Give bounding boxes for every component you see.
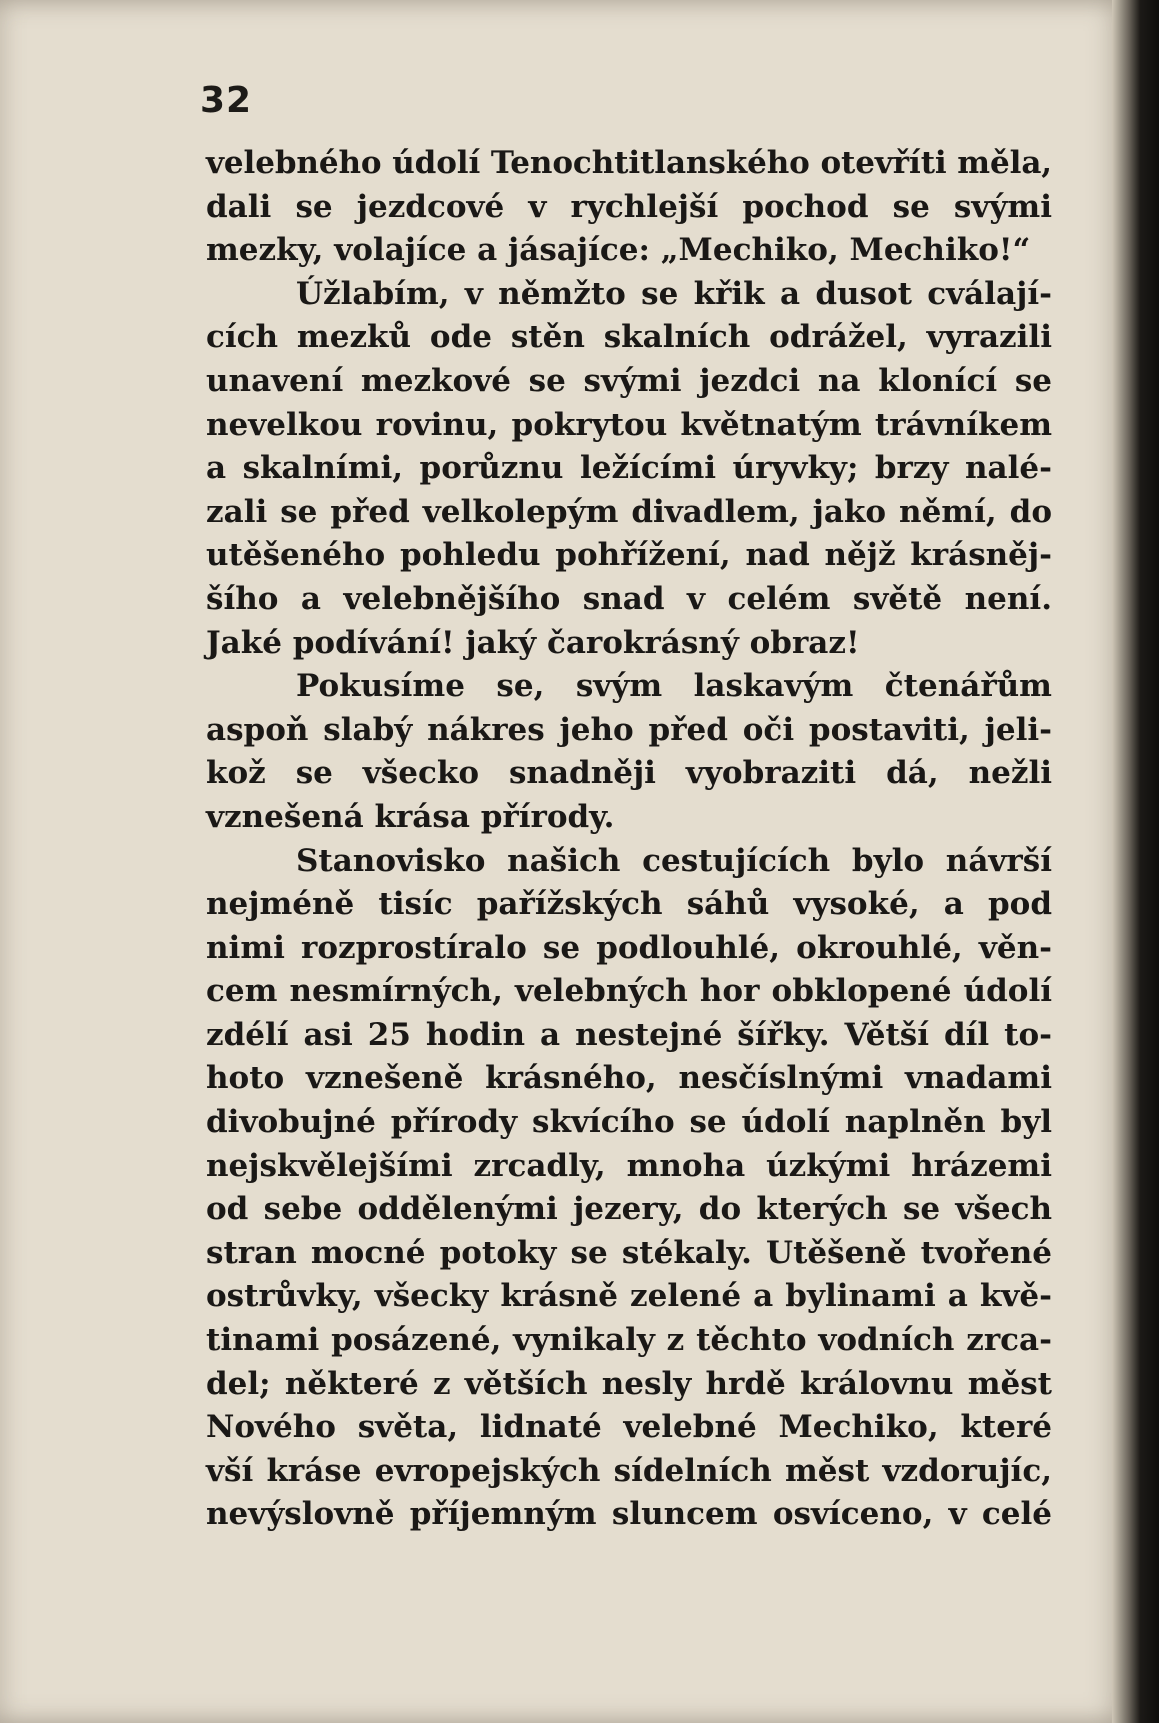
text-line: dali se jezdcové v rychlejší pochod se svými <box>206 188 1052 225</box>
text-line: Jaké podívání! jaký čarokrásný obraz! <box>206 624 860 661</box>
text-line: nejméně tisíc pařížských sáhů vysoké, a pod <box>206 886 1052 923</box>
text-line: divobujné přírody skvícího se údolí naplněn byl <box>206 1104 1052 1141</box>
text-line: hoto vznešeně krásného, nesčíslnými vnadami <box>206 1060 1052 1097</box>
text-line: cích mezků ode stěn skalních odrážel, vyrazili <box>206 319 1052 356</box>
text-line: Nového světa, lidnaté velebné Mechiko, které <box>206 1409 1052 1446</box>
text-line: stran mocné potoky se stékaly. Utěšeně tvořené <box>206 1234 1052 1271</box>
text-line: del; některé z větších nesly hrdě královnu měst <box>206 1365 1052 1402</box>
text-line: vznešená krása přírody. <box>206 798 615 835</box>
book-spine-edge <box>1112 0 1159 1723</box>
text-line: nimi rozprostíralo se podlouhlé, okrouhlé, věn- <box>206 929 1052 966</box>
text-line: Pokusíme se, svým laskavým čtenářům <box>296 668 1052 705</box>
text-line: utěšeného pohledu pohřížení, nad nějž krásněj- <box>206 537 1052 574</box>
text-line: tinami posázené, vynikaly z těchto vodních zrca- <box>206 1322 1052 1359</box>
page-number: 32 <box>200 80 253 121</box>
text-line: kož se všecko snadněji vyobraziti dá, nežli <box>206 755 1052 792</box>
text-line: aspoň slabý nákres jeho před oči postaviti, jeli- <box>206 711 1052 748</box>
text-line: velebného údolí Tenochtitlanského otevříti měla, <box>206 145 1052 181</box>
text-line: ostrůvky, všecky krásně zelené a bylinami a kvě- <box>206 1278 1052 1315</box>
body-text <box>206 142 1052 1537</box>
text-line: mezky, volajíce a jásajíce: „Mechiko, Mechiko!“ <box>206 232 1031 269</box>
text-line: cem nesmírných, velebných hor obklopené údolí <box>206 973 1052 1010</box>
text-line: nevýslovně příjemným sluncem osvíceno, v celé <box>206 1496 1052 1533</box>
text-line: zdélí asi 25 hodin a nestejné šířky. Větší díl to- <box>206 1016 1052 1053</box>
text-line: Úžlabím, v němžto se křik a dusot cválají- <box>296 275 1052 312</box>
text-line: vší kráse evropejských sídelních měst vzdorujíc, <box>206 1452 1052 1489</box>
text-line: nevelkou rovinu, pokrytou květnatým trávníkem <box>206 406 1052 443</box>
text-line: od sebe oddělenými jezery, do kterých se všech <box>206 1191 1052 1228</box>
text-line: Stanovisko našich cestujících bylo návrší <box>296 842 1052 879</box>
text-line: a skalními, porůznu ležícími úryvky; brzy nalé- <box>206 450 1052 487</box>
text-line: nejskvělejšími zrcadly, mnoha úzkými hrázemi <box>206 1147 1052 1184</box>
text-line: šího a velebnějšího snad v celém světě není. <box>206 580 1052 617</box>
text-line: zali se před velkolepým divadlem, jako němí, do <box>206 493 1052 530</box>
text-line: unavení mezkové se svými jezdci na klonící se <box>206 362 1052 399</box>
